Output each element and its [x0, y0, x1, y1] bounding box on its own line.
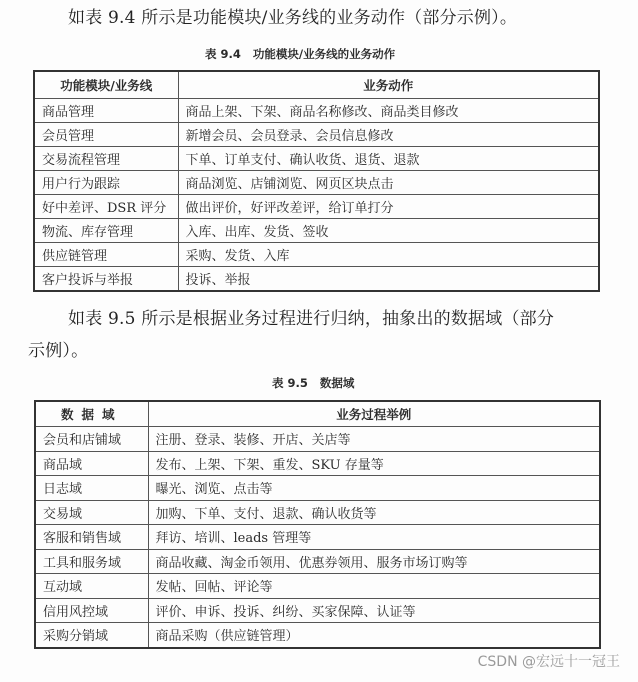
table-row	[35, 427, 600, 452]
domain-cell: 采购分销域	[35, 623, 148, 648]
table-row	[34, 171, 599, 195]
actions-cell: 商品上架、下架、商品名称修改、商品类目修改	[178, 99, 599, 123]
table-row	[34, 267, 599, 292]
module-cell: 交易流程管理	[34, 147, 178, 171]
column-header-process-examples: 业务过程举例	[148, 401, 600, 427]
table-row	[34, 123, 599, 147]
module-cell: 用户行为跟踪	[34, 171, 178, 195]
process-cell: 发布、上架、下架、重发、SKU 存量等	[148, 451, 600, 476]
table-9-5-caption	[272, 375, 354, 391]
module-cell: 供应链管理	[34, 243, 178, 267]
process-cell: 曝光、浏览、点击等	[148, 476, 600, 501]
table-row	[34, 99, 599, 123]
column-header-domain: 数据域	[35, 401, 148, 427]
domain-cell: 商品域	[35, 451, 148, 476]
csdn-watermark: CSDN @宏远十一冠王	[477, 654, 620, 670]
actions-cell: 采购、发货、入库	[178, 243, 599, 267]
process-cell: 发帖、回帖、评论等	[148, 574, 600, 599]
intro-paragraph-2-line-1: 如表 9.5 所示是根据业务过程进行归纳，抽象出的数据域（部分	[68, 309, 555, 329]
table-header-row	[35, 401, 600, 427]
actions-cell: 新增会员、会员登录、会员信息修改	[178, 123, 599, 147]
process-cell: 商品采购（供应链管理）	[148, 623, 600, 648]
process-cell: 评价、申诉、投诉、纠纷、买家保障、认证等	[148, 598, 600, 623]
module-cell: 客户投诉与举报	[34, 267, 178, 292]
domain-cell: 客服和销售域	[35, 525, 148, 550]
table-row	[35, 623, 600, 648]
module-cell: 好中差评、DSR 评分	[34, 195, 178, 219]
table-row	[35, 525, 600, 550]
caption-title: 功能模块/业务线的业务动作	[252, 47, 396, 61]
column-header-actions: 业务动作	[178, 71, 599, 99]
caption-title: 数据域	[319, 376, 355, 390]
table-row	[34, 243, 599, 267]
caption-number: 表 9.4	[205, 47, 241, 61]
actions-cell: 下单、订单支付、确认收货、退货、退款	[178, 147, 599, 171]
actions-cell: 做出评价，好评改差评，给订单打分	[178, 195, 599, 219]
actions-cell: 入库、出库、发货、签收	[178, 219, 599, 243]
table-row	[34, 195, 599, 219]
intro-paragraph-2	[28, 303, 598, 367]
domain-cell: 信用风控域	[35, 598, 148, 623]
domain-cell: 会员和店铺域	[35, 427, 148, 452]
caption-number: 表 9.5	[272, 376, 308, 390]
process-cell: 注册、登录、装修、开店、关店等	[148, 427, 600, 452]
module-cell: 物流、库存管理	[34, 219, 178, 243]
column-header-module: 功能模块/业务线	[34, 71, 178, 99]
process-cell: 商品收藏、淘金币领用、优惠券领用、服务市场订购等	[148, 549, 600, 574]
table-row	[35, 574, 600, 599]
domain-cell: 互动域	[35, 574, 148, 599]
module-cell: 会员管理	[34, 123, 178, 147]
table-row	[35, 500, 600, 525]
table-header-row	[34, 71, 599, 99]
table-row	[34, 147, 599, 171]
process-cell: 加购、下单、支付、退款、确认收货等	[148, 500, 600, 525]
domain-cell: 交易域	[35, 500, 148, 525]
table-row	[35, 451, 600, 476]
table-9-4-caption	[205, 46, 395, 62]
table-9-5	[34, 400, 601, 649]
actions-cell: 投诉、举报	[178, 267, 599, 292]
table-row	[34, 219, 599, 243]
table-9-4	[33, 70, 600, 292]
table-row	[35, 549, 600, 574]
process-cell: 拜访、培训、leads 管理等	[148, 525, 600, 550]
table-row	[35, 598, 600, 623]
domain-cell: 工具和服务域	[35, 549, 148, 574]
intro-paragraph-1: 如表 9.4 所示是功能模块/业务线的业务动作（部分示例）。	[68, 8, 518, 28]
module-cell: 商品管理	[34, 99, 178, 123]
domain-cell: 日志域	[35, 476, 148, 501]
intro-paragraph-2-line-2: 示例）。	[28, 341, 89, 361]
table-row	[35, 476, 600, 501]
actions-cell: 商品浏览、店铺浏览、网页区块点击	[178, 171, 599, 195]
